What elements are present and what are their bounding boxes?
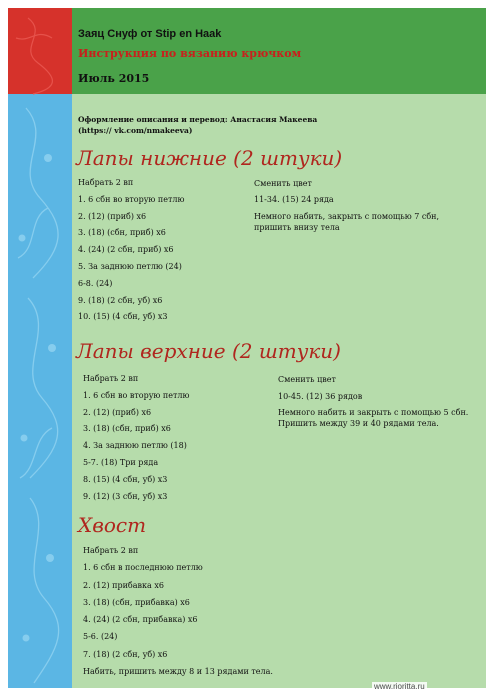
watermark-url: www.rioritta.ru [374, 682, 425, 691]
step: 4. За заднюю петлю (18) [83, 441, 187, 451]
document-content [72, 94, 486, 688]
step: 2. (12) прибавка х6 [83, 580, 164, 590]
lower-paws-color-change: Сменить цвет [254, 179, 312, 188]
lower-paws-steps [78, 177, 184, 328]
step: 3. (18) (сбн, прибавка) х6 [83, 597, 190, 607]
tail-steps [83, 545, 273, 683]
upper-paws-steps [83, 373, 189, 507]
step: 3. (18) (сбн, приб) х6 [78, 228, 166, 238]
document-header [72, 8, 486, 94]
step: 7. (18) (2 сбн, уб) х6 [83, 649, 168, 659]
step: 9. (18) (2 сбн, уб) х6 [78, 295, 163, 305]
floral-ornament-icon [8, 8, 72, 688]
step: 5-7. (18) Три ряда [83, 457, 159, 467]
step: 1. 6 сбн во вторую петлю [78, 194, 185, 204]
step: 8. (15) (4 сбн, уб) х3 [83, 474, 168, 484]
document-subtitle: Инструкция по вязанию крючком [78, 47, 302, 60]
step: 9. (12) (3 сбн, уб) х3 [83, 491, 168, 501]
step: 3. (18) (сбн, приб) х6 [83, 424, 171, 434]
step: Набрать 2 вп [78, 178, 134, 187]
step: 2. (12) (приб) х6 [78, 211, 147, 221]
step: 4. (24) (2 сбн, прибавка) х6 [83, 615, 198, 625]
lower-paws-finish: Немного набить, закрыть с помощью 7 сбн, пришить внизу тела [254, 212, 440, 232]
step: Набрать 2 вп [83, 546, 139, 555]
lower-paws-rows: 11-34. (15) 24 ряда [254, 195, 334, 204]
document-title: Заяц Снуф от Stip en Haak [78, 28, 222, 40]
section-title-upper-paws: Лапы верхние (2 штуки) [76, 339, 341, 363]
step: Набить, пришить между 8 и 13 рядами тела. [83, 667, 273, 677]
upper-paws-rows: 10-45. (12) 36 рядов [278, 392, 363, 401]
step: Набрать 2 вп [83, 374, 139, 383]
step: 2. (12) (приб) х6 [83, 407, 152, 417]
step: 6-8. (24) [78, 278, 113, 288]
step: 4. (24) (2 сбн, приб) х6 [78, 245, 174, 255]
step: 5-6. (24) [83, 632, 118, 642]
section-title-lower-paws: Лапы нижние (2 штуки) [76, 146, 343, 170]
section-title-tail: Хвост [78, 513, 147, 537]
credit-line: Оформление описания и перевод: Анастасия Макеева (https:// vk.com/nmakeeva) [78, 115, 318, 135]
step: 10. (15) (4 сбн, уб) х3 [78, 312, 168, 322]
step: 5. За заднюю петлю (24) [78, 261, 182, 271]
upper-paws-color-change: Сменить цвет [278, 375, 336, 384]
document-date: Июль 2015 [78, 72, 150, 85]
step: 1. 6 сбн во вторую петлю [83, 390, 190, 400]
upper-paws-finish: Немного набить и закрыть с помощью 5 сбн. Пришить между 39 и 40 рядами тела. [278, 408, 469, 428]
step: 1. 6 сбн в последнюю петлю [83, 563, 203, 573]
